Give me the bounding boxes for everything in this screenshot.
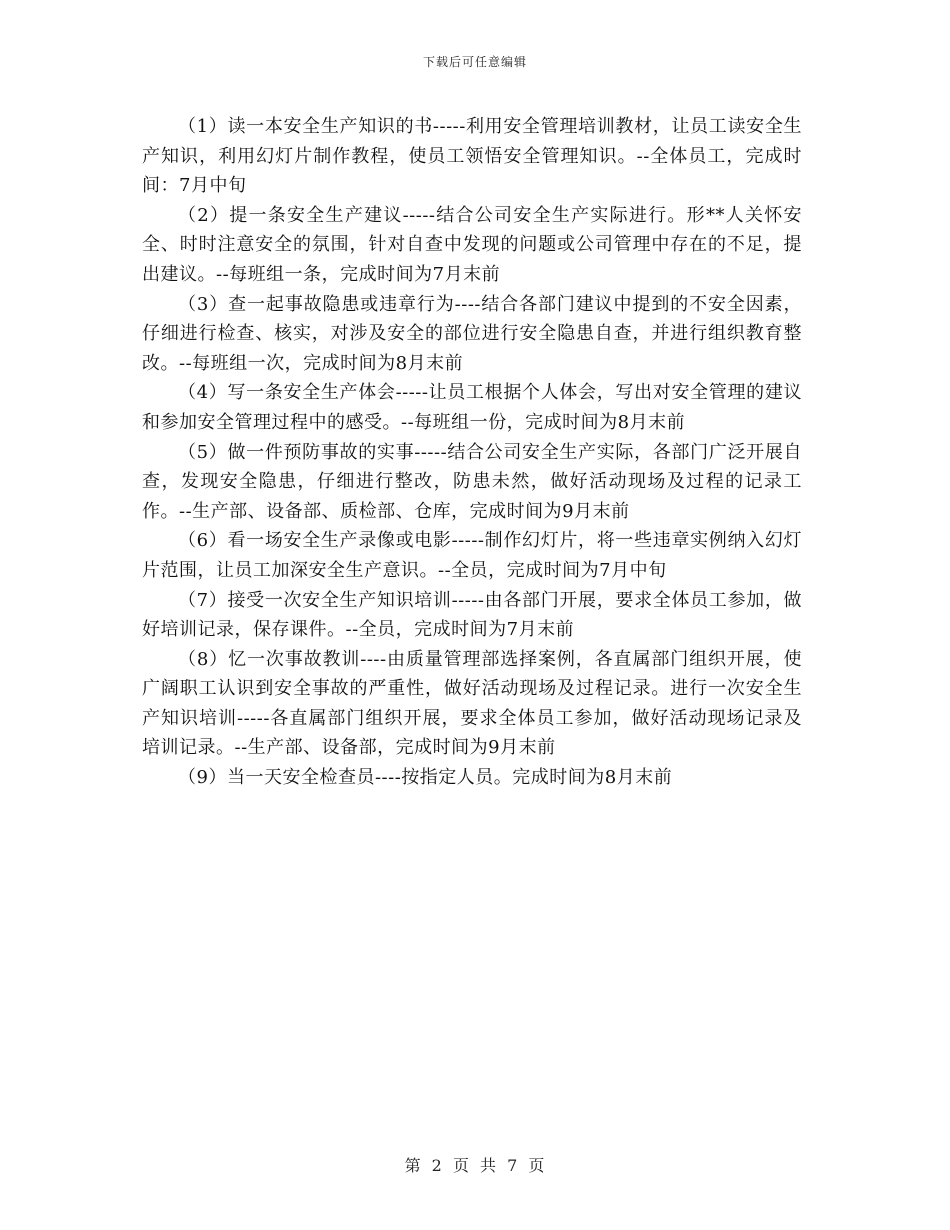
paragraph-9: （9）当一天安全检查员----按指定人员。完成时间为8月末前 — [178, 767, 673, 789]
paragraph-2: （2）提一条安全生产建议-----结合公司安全生产实际进行。形**人关怀安全、时时注意安全的氛围，针对自查中发现的问题或公司管理中存在的不足，提出建议。--每班组一条，完成时间为7月末前 — [142, 204, 802, 285]
paragraph-8: （8）忆一次事故教训----由质量管理部选择案例，各直属部门组织开展，使广阔职工认识到安全事故的严重性，做好活动现场及过程记录。进行一次安全生产知识培训-----各直属部门组织开展，要求全体员工参加，做好活动现场记录及培训记录。--生产部、设备部，完成时间为9月末前 — [142, 648, 802, 759]
paragraph-6: （6）看一场安全生产录像或电影-----制作幻灯片，将一些违章实例纳入幻灯片范围，让员工加深安全生产意识。--全员，完成时间为7月中旬 — [142, 530, 802, 581]
page-header: 下载后可任意编辑 — [422, 55, 527, 69]
document-body — [142, 112, 802, 793]
paragraph-4: （4）写一条安全生产体会-----让员工根据个人体会，写出对安全管理的建议和参加安全管理过程中的感受。--每班组一份，完成时间为8月末前 — [142, 382, 802, 433]
paragraph-3: （3）查一起事故隐患或违章行为----结合各部门建议中提到的不安全因素，仔细进行检查、核实，对涉及安全的部位进行安全隐患自查，并进行组织教育整改。--每班组一次，完成时间为8月末前 — [142, 293, 802, 374]
paragraph-7: （7）接受一次安全生产知识培训-----由各部门开展，要求全体员工参加，做好培训记录，保存课件。--全员，完成时间为7月末前 — [142, 589, 802, 641]
paragraph-5: （5）做一件预防事故的实事-----结合公司安全生产实际，各部门广泛开展自查，发现安全隐患，仔细进行整改，防患未然，做好活动现场及过程的记录工作。--生产部、设备部、质检部、仓库，完成时间为9月末前 — [142, 441, 802, 522]
paragraph-1: （1）读一本安全生产知识的书-----利用安全管理培训教材，让员工读安全生产知识，利用幻灯片制作教程，使员工领悟安全管理知识。--全体员工，完成时间：7月中旬 — [142, 116, 802, 197]
page-number: 第 2 页 共 7 页 — [404, 1156, 546, 1175]
